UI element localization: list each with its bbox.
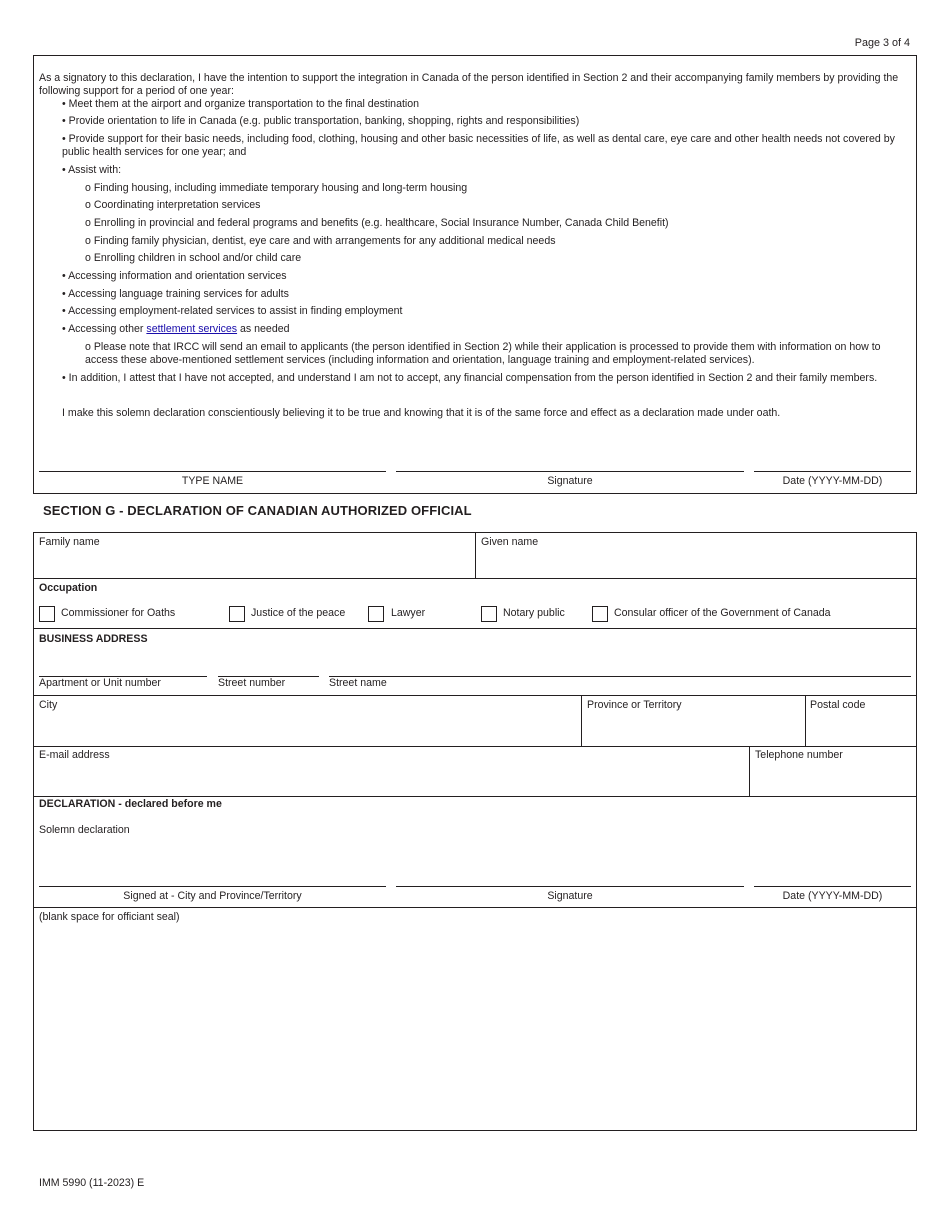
row-divider [34, 628, 916, 629]
section-g-title: SECTION G - DECLARATION OF CANADIAN AUTHORIZED OFFICIAL [43, 503, 472, 518]
name-divider [475, 533, 476, 578]
telephone-input[interactable] [755, 765, 912, 793]
solemn-statement: I make this solemn declaration conscientiously believing it to be true and knowing that it is of the same force and effect as a declaration made under oath. [62, 407, 781, 419]
signature-input[interactable] [396, 448, 744, 470]
row-divider [34, 796, 916, 797]
family-name-label: Family name [39, 536, 100, 548]
commissioner-checkbox[interactable] [39, 606, 55, 622]
apt-input[interactable] [39, 655, 206, 675]
street-number-label: Street number [218, 677, 286, 689]
given-name-label: Given name [481, 536, 539, 548]
seal-space-label: (blank space for officiant seal) [39, 911, 180, 923]
section-g-form [33, 532, 917, 1131]
city-label: City [39, 699, 58, 711]
assist-item-housing: o Finding housing, including immediate temporary housing and long-term housing [85, 182, 468, 194]
commissioner-label: Commissioner for Oaths [61, 607, 176, 619]
settlement-services-link[interactable]: settlement services [146, 323, 238, 335]
support-item-settlement [62, 323, 907, 336]
city-divider [581, 695, 582, 746]
form-number: IMM 5990 (11-2023) E [39, 1177, 145, 1189]
province-label: Province or Territory [587, 699, 682, 711]
support-item-language: • Accessing language training services for adults [62, 288, 289, 300]
attestation-text: • In addition, I attest that I have not accepted, and understand I am not to accept, any financial compensation from the person identified in Section 2 and their family members. [62, 372, 878, 384]
apt-label: Apartment or Unit number [39, 677, 161, 689]
support-item-orientation: • Provide orientation to life in Canada (e.g. public transportation, banking, shopping, rights and responsibilities) [62, 115, 580, 127]
official-signature-line [396, 886, 744, 887]
type-name-line [39, 471, 386, 472]
support-item-airport: • Meet them at the airport and organize transportation to the final destination [62, 98, 420, 110]
signed-at-label: Signed at - City and Province/Territory [123, 890, 302, 902]
settlement-suffix: as needed [237, 323, 290, 335]
occupation-label: Occupation [39, 582, 98, 594]
row-divider [34, 746, 916, 747]
assist-item-interpretation: o Coordinating interpretation services [85, 199, 261, 211]
business-address-label: BUSINESS ADDRESS [39, 633, 148, 645]
type-name-label: TYPE NAME [181, 475, 244, 487]
row-divider [34, 695, 916, 696]
date-line [754, 471, 911, 472]
type-name-input[interactable] [39, 448, 385, 470]
signed-at-input[interactable] [39, 863, 385, 885]
support-item-employment: • Accessing employment-related services to assist in finding employment [62, 305, 403, 317]
city-input[interactable] [39, 715, 575, 743]
justice-label: Justice of the peace [251, 607, 346, 619]
row-divider [34, 578, 916, 579]
family-name-input[interactable] [39, 551, 469, 575]
postal-code-input[interactable] [810, 715, 912, 743]
declaration-before-me-label: DECLARATION - declared before me [39, 798, 222, 810]
declaration-intro: As a signatory to this declaration, I have the intention to support the integration in Canada of the person identified in Section 2 and their accompanying family members by providing the following support for a period of one year: [39, 72, 899, 97]
support-item-information: • Accessing information and orientation services [62, 270, 287, 282]
row-divider [34, 907, 916, 908]
telephone-label: Telephone number [755, 749, 843, 761]
given-name-input[interactable] [481, 551, 911, 575]
postal-code-label: Postal code [810, 699, 866, 711]
assist-item-school: o Enrolling children in school and/or child care [85, 252, 302, 264]
support-item-assist: • Assist with: [62, 164, 122, 176]
page-number: Page 3 of 4 [854, 37, 910, 49]
official-signature-label: Signature [547, 890, 593, 902]
support-item-basic-needs: • Provide support for their basic needs, including food, clothing, housing and other basic necessities of life, as well as dental care, eye care and other health needs not covered by public health services for one year; and [62, 133, 895, 158]
assist-item-medical: o Finding family physician, dentist, eye care and with arrangements for any additional medical needs [85, 235, 556, 247]
signed-at-line [39, 886, 386, 887]
official-date-line [754, 886, 911, 887]
justice-checkbox[interactable] [229, 606, 245, 622]
assist-item-programs: o Enrolling in provincial and federal programs and benefits (e.g. healthcare, Social Insurance Number, Canada Child Benefit) [85, 217, 669, 229]
street-name-line [329, 676, 911, 677]
official-date-input[interactable] [754, 863, 911, 885]
email-label: E-mail address [39, 749, 110, 761]
street-number-input[interactable] [218, 655, 318, 675]
consular-checkbox[interactable] [592, 606, 608, 622]
settlement-prefix: • Accessing other [62, 323, 147, 335]
official-signature-input[interactable] [396, 863, 744, 885]
solemn-declaration-label: Solemn declaration [39, 824, 130, 836]
notary-checkbox[interactable] [481, 606, 497, 622]
official-date-label: Date (YYYY-MM-DD) [782, 890, 883, 902]
province-divider [805, 695, 806, 746]
email-input[interactable] [39, 765, 744, 793]
street-name-input[interactable] [329, 655, 911, 675]
date-label: Date (YYYY-MM-DD) [782, 475, 883, 487]
declaration-box [33, 55, 917, 494]
street-name-label: Street name [329, 677, 387, 689]
notary-label: Notary public [503, 607, 565, 619]
consular-label: Consular officer of the Government of Canada [614, 607, 831, 619]
lawyer-label: Lawyer [391, 607, 426, 619]
email-divider [749, 746, 750, 796]
lawyer-checkbox[interactable] [368, 606, 384, 622]
signature-line [396, 471, 744, 472]
date-input[interactable] [754, 448, 911, 470]
ircc-email-note: o Please note that IRCC will send an email to applicants (the person identified in Section 2) while their application is processed to provide them with information on how to access these above-mentioned settlement services (including information and orientation, language training and employment-related services). [85, 341, 881, 366]
signature-label: Signature [547, 475, 593, 487]
province-input[interactable] [587, 715, 802, 743]
